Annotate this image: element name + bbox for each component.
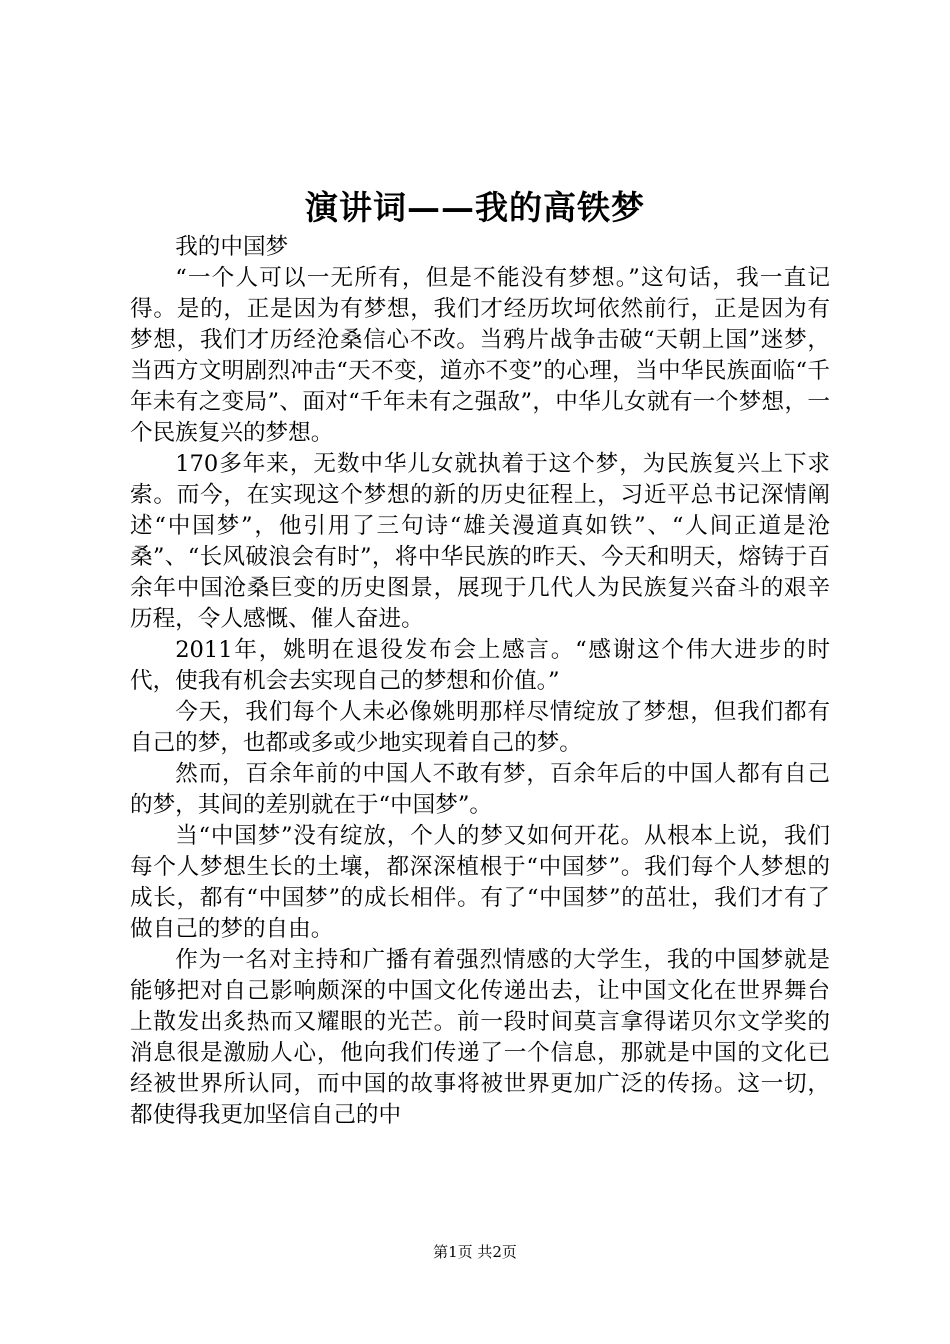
paragraph: 170多年来，无数中华儿女就执着于这个梦，为民族复兴上下求索。而今，在实现这个梦想的新的历史征程上，习近平总书记深情阐述“中国梦”，他引用了三句诗“雄关漫道真如铁”、“人间正道是沧桑”、“长风破浪会有时”，将中华民族的昨天、今天和明天，熔铸于百余年中国沧桑巨变的历史图景，展现于几代人为民族复兴奋斗的艰辛历程，令人感慨、催人奋进。 [130, 451, 830, 632]
paragraph: “一个人可以一无所有，但是不能没有梦想。”这句话，我一直记得。是的，正是因为有梦想，我们才经历坎坷依然前行，正是因为有梦想，我们才历经沧桑信心不改。当鸦片战争击破“天朝上国”迷梦，当西方文明剧烈冲击“天不变，道亦不变”的心理，当中华民族面临“千年未有之变局”、面对“千年未有之强敌”，中华儿女就有一个梦想，一个民族复兴的梦想。 [130, 265, 830, 446]
document-body [130, 232, 830, 1131]
paragraph: 作为一名对主持和广播有着强烈情感的大学生，我的中国梦就是能够把对自己影响颇深的中国文化传递出去，让中国文化在世界舞台上散发出炙热而又耀眼的光芒。前一段时间莫言拿得诺贝尔文学奖的消息很是激励人心，他向我们传递了一个信息，那就是中国的文化已经被世界所认同，而中国的故事将被世界更加广泛的传扬。这一切，都使得我更加坚信自己的中 [130, 947, 830, 1128]
paragraph-heading: 我的中国梦 [175, 234, 289, 260]
paragraph: 当“中国梦”没有绽放，个人的梦又如何开花。从根本上说，我们每个人梦想生长的土壤，都深深植根于“中国梦”。我们每个人梦想的成长，都有“中国梦”的成长相伴。有了“中国梦”的茁壮，我们才有了做自己的梦的自由。 [130, 823, 830, 942]
paragraph: 然而，百余年前的中国人不敢有梦，百余年后的中国人都有自己的梦，其间的差别就在于“中国梦”。 [130, 761, 830, 818]
document-title: 演讲词——我的高铁梦 [305, 188, 645, 227]
paragraph: 今天，我们每个人未必像姚明那样尽情绽放了梦想，但我们都有自己的梦，也都或多或少地实现着自己的梦。 [130, 699, 830, 756]
page-footer: 第1页 共2页 [433, 1243, 517, 1261]
paragraph: 2011年，姚明在退役发布会上感言。“感谢这个伟大进步的时代，使我有机会去实现自己的梦想和价值。” [130, 637, 830, 694]
